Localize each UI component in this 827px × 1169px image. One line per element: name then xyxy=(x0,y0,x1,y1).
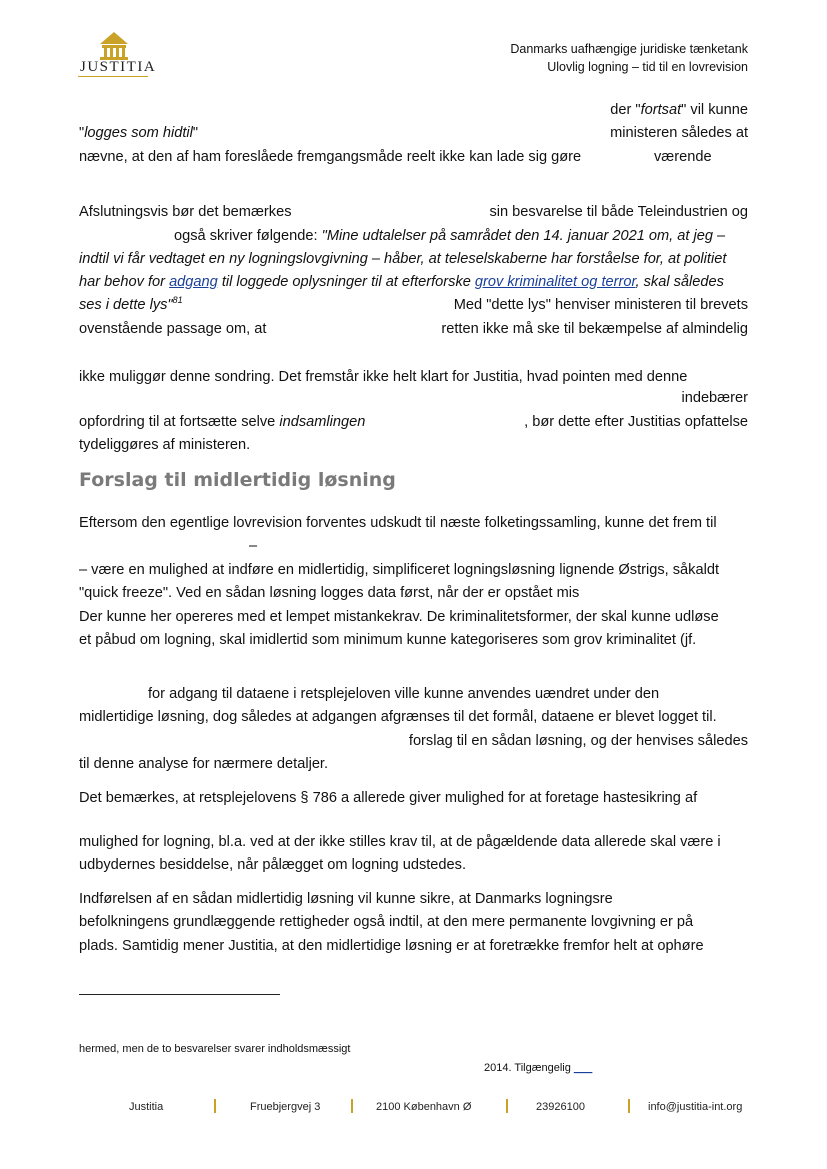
p3-l3-a: opfordring til at fortsætte selve xyxy=(79,414,280,430)
p2-line1-a: Afslutningsvis bør det bemærkes xyxy=(79,204,292,220)
footnote-2-link[interactable]: ___ xyxy=(573,1062,593,1074)
p3-line2-right: indebærer xyxy=(681,390,748,406)
p5-line4: til denne analyse for nærmere detaljer. xyxy=(79,756,329,772)
p2-l2-a: også skriver følgende: xyxy=(174,228,322,244)
p4-line2-dash: – xyxy=(249,538,258,554)
footer-separator-3 xyxy=(506,1099,508,1113)
p1-line2-left xyxy=(79,125,198,141)
p2-l4-underline2: grov kriminalitet og terror xyxy=(474,274,636,290)
p1-l2-pre: " xyxy=(79,125,85,141)
footer-phone: 23926100 xyxy=(536,1101,585,1113)
footer-separator-2 xyxy=(351,1099,353,1113)
p4-line4: "quick freeze". Ved en sådan løsning logges data først, når der er opstået mis xyxy=(79,585,580,601)
justitia-logo xyxy=(78,30,157,76)
p1-l1-post: " vil kunne xyxy=(681,102,748,118)
p3-line3-a xyxy=(79,414,365,430)
p1-l2-italic: logges som hidtil xyxy=(84,125,193,141)
p4-line5: Der kunne her opereres med et lempet mistankekrav. De kriminalitetsformer, der skal kunne udløse xyxy=(79,609,719,625)
p5-line2: midlertidige løsning, dog således at adgangen afgrænses til det formål, dataene er blevet logget til. xyxy=(79,709,717,725)
p2-line1-b: sin besvarelse til både Teleindustrien og xyxy=(489,204,748,220)
p4-line3: – være en mulighed at indføre en midlertidig, simplificeret logningsløsning lignende Østrigs, såkaldt xyxy=(79,562,720,578)
p6-line3: udbydernes besiddelse, når pålægget om logning udstedes. xyxy=(79,857,466,873)
p2-line2 xyxy=(174,228,725,244)
section-heading: Forslag til midlertidig løsning xyxy=(79,469,396,491)
logo-wordmark: JUSTITIA xyxy=(80,59,157,75)
p1-l1-italic: fortsat xyxy=(640,102,682,118)
footnote-2-text: 2014. Tilgængelig xyxy=(484,1062,574,1074)
p2-line6-b: retten ikke må ske til bekæmpelse af almindelig xyxy=(441,321,748,337)
footer-city: 2100 København Ø xyxy=(376,1101,472,1113)
p2-line3: indtil vi får vedtaget en ny logningslovgivning – håber, at teleselskaberne har forståelse for, at politiet xyxy=(79,251,727,267)
p2-l4-a: har behov for xyxy=(79,274,170,290)
p1-line3-left: nævne, at den af ham foreslåede fremgangsmåde reelt ikke kan lade sig gøre xyxy=(79,149,582,165)
p2-line5-b: Med "dette lys" henviser ministeren til brevets xyxy=(453,297,748,313)
header-doc-subtitle: Ulovlig logning – tid til en lovrevision xyxy=(547,60,748,74)
p5-line1: for adgang til dataene i retsplejeloven ville kunne anvendes uændret under den xyxy=(148,686,660,702)
footer-street: Fruebjergvej 3 xyxy=(250,1101,321,1113)
p1-l1-pre: der " xyxy=(610,102,641,118)
p6-line1: Det bemærkes, at retsplejelovens § 786 a allerede giver mulighed for at foretage hastesikring af xyxy=(79,790,698,806)
p7-line3: plads. Samtidig mener Justitia, at den midlertidige løsning er at foretrække fremfor helt at ophøre xyxy=(79,938,704,954)
p2-l4-b: til loggede oplysninger til at efterforske xyxy=(217,274,475,290)
p4-line6: et påbud om logning, skal imidlertid som minimum kunne kategoriseres som grov kriminalitet (jf. xyxy=(79,632,697,648)
p2-l5-a: ses i dette lys" xyxy=(79,297,173,313)
footer-org: Justitia xyxy=(129,1101,164,1113)
p3-line1: ikke muliggør denne sondring. Det fremstår ikke helt klart for Justitia, hvad pointen med denne xyxy=(79,369,688,385)
p2-line6-a: ovenstående passage om, at xyxy=(79,321,267,337)
p4-line1: Eftersom den egentlige lovrevision forventes udskudt til næste folketingssamling, kunne det frem til xyxy=(79,515,717,531)
header-org-title: Danmarks uafhængige juridiske tænketank xyxy=(510,42,748,56)
p2-l2-quote: "Mine udtalelser på samrådet den 14. januar 2021 om, at jeg – xyxy=(321,228,726,244)
footnote-separator xyxy=(79,994,280,995)
p2-l4-c: , skal således xyxy=(635,274,724,290)
footnote-1: hermed, men de to besvarelser svarer indholdsmæssigt xyxy=(79,1043,351,1055)
p3-line3-b: , bør dette efter Justitias opfattelse xyxy=(524,414,748,430)
logo-underline xyxy=(78,76,148,77)
p1-line3-right: værende xyxy=(654,149,712,165)
p1-line1 xyxy=(610,102,748,118)
footer-email[interactable]: info@justitia-int.org xyxy=(648,1101,743,1113)
justitia-emblem-icon xyxy=(78,30,150,60)
footnote-ref-81[interactable]: 81 xyxy=(172,295,183,306)
footnote-2 xyxy=(484,1062,592,1074)
footer-separator-4 xyxy=(628,1099,630,1113)
p2-line5-a xyxy=(79,297,183,313)
p3-l3-italic: indsamlingen xyxy=(279,414,366,430)
p2-l4-underline1: adgang xyxy=(169,274,218,290)
p5-line3-right: forslag til en sådan løsning, og der henvises således xyxy=(408,733,748,749)
p1-line2-right: ministeren således at xyxy=(610,125,748,141)
footer-separator-1 xyxy=(214,1099,216,1113)
p3-line4: tydeliggøres af ministeren. xyxy=(79,437,251,453)
p2-line4 xyxy=(79,274,724,290)
p7-line1: Indførelsen af en sådan midlertidig løsning vil kunne sikre, at Danmarks logningsre xyxy=(79,891,613,907)
p6-line2: mulighed for logning, bl.a. ved at der ikke stilles krav til, at de pågældende data allerede skal være i xyxy=(79,834,721,850)
p7-line2: befolkningens grundlæggende rettigheder også indtil, at den mere permanente lovgivning er på xyxy=(79,914,694,930)
p1-l2-post: " xyxy=(192,125,199,141)
